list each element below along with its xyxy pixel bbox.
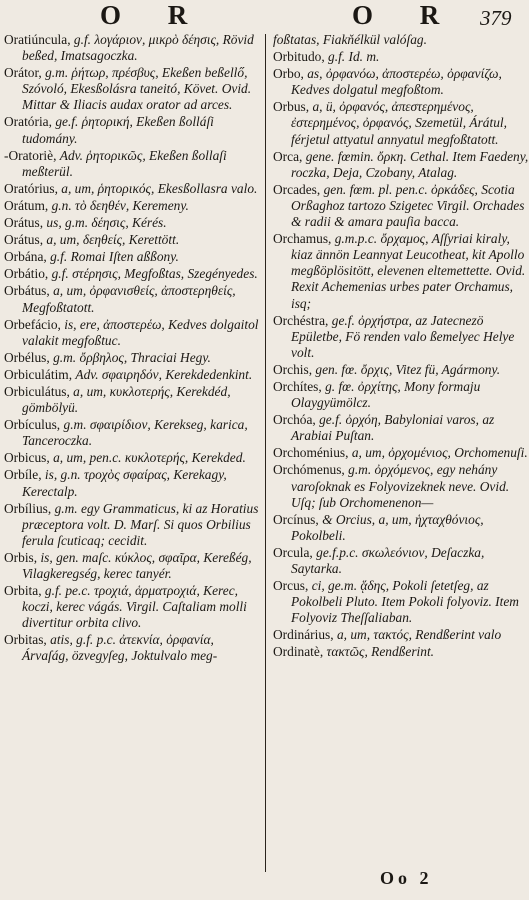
entry-headword: Orátus, <box>4 215 47 231</box>
entry-definition: Adv. ῥητορικῶς, Ekeßen ßollaſi meßterül. <box>22 147 227 179</box>
running-header <box>0 2 529 30</box>
entry-definition: gene. fœmin. ὄρκη. Cethal. Item Faedeny, roczka, Deja, Czobany, Atalag. <box>291 148 529 180</box>
entry-definition: a, um, δεηθείς, Kerettött. <box>46 232 180 248</box>
page-number: 379 <box>480 6 512 30</box>
signature-mark: Oo 2 <box>380 868 433 888</box>
entry-headword: Orbiculátus, <box>4 383 74 399</box>
entry-definition: a, ü, ὀρφανός, ἀπεστερημένος, ἐστερημένος, ὀρφανός, Szemetül, Árátul, férjetul attyatul annyatul megfoßtatott. <box>291 99 507 147</box>
entry-headword: Orcades, <box>273 181 324 197</box>
entry-definition: g.m. σφαιρίδιον, Kerekseg, karica, Tanceroczka. <box>22 417 248 449</box>
entry-headword: Orchítes, <box>273 378 326 394</box>
dictionary-entry <box>2 215 260 231</box>
entry-definition: a, um, ὀρφανισθείς, ἀποστερηθείς, Megfoßtatott. <box>22 283 236 315</box>
entry-headword: Orchómenus, <box>273 462 349 478</box>
dictionary-entry <box>2 114 260 146</box>
dictionary-entry <box>2 65 260 113</box>
entry-headword: Oratórius, <box>4 180 62 196</box>
entry-headword: Oratiúncula, <box>4 32 74 47</box>
entry-headword: Orátus, <box>4 232 47 248</box>
dictionary-entry <box>271 445 529 461</box>
entry-headword: Orátum, <box>4 197 52 213</box>
dictionary-entry <box>271 644 529 660</box>
dictionary-entry <box>271 462 529 510</box>
entry-headword: Orbíle, <box>4 467 45 483</box>
entry-definition: a, um, τακτός, Rendßerint valo <box>336 627 502 643</box>
entry-definition: g.f. pe.c. τροχιά, ἁρματροχιά, Kerec, koczi, kerec vágás. Virgil. Caſtaliam molli divertitur orbita clivo. <box>22 583 247 631</box>
dictionary-entry <box>2 317 260 349</box>
entry-definition: Adv. σφαιρηδόν, Kerekdedenkint. <box>75 366 253 382</box>
dictionary-entry <box>2 550 260 582</box>
entry-headword: Orbátus, <box>4 283 54 299</box>
entry-definition: g.n. τὸ δεηθέν, Keremeny. <box>51 197 189 213</box>
entry-definition: ci, ge.m. ᾅδης, Pokoli ſetetſeg, az Pokolbeli Pluto. Item Pokoli folyoviz. Item Folyoviz Theſſaliaban. <box>291 578 519 626</box>
entry-definition: g.m. ὀρχόμενος, egy nehány varoſoknak es Folyovizeknek neve. Ovid. Uſq; ſub Orchomenenon— <box>291 462 510 510</box>
entry-headword: Orbiculátim, <box>4 366 76 382</box>
entry-headword: Orbefácio, <box>4 316 65 332</box>
entry-definition: τακτῶς, Rendßerint. <box>326 644 435 660</box>
dictionary-entry <box>271 182 529 230</box>
entry-headword: Orbita, <box>4 583 45 599</box>
dictionary-entry <box>2 32 260 64</box>
entry-headword: Orbículus, <box>4 417 64 433</box>
dictionary-entry <box>2 632 260 664</box>
entry-headword: Orbitudo, <box>273 49 329 65</box>
entry-headword: Orcula, <box>273 544 317 560</box>
entry-definition: is, g.n. τροχὸς σφαίρας, Kerekagy, Kerectalp. <box>22 467 227 499</box>
dictionary-entry <box>2 350 260 366</box>
entry-definition: is, ere, ἀποστερέω, Kedves dolgaitol valakit megfoßtuc. <box>22 316 259 348</box>
dictionary-entry <box>2 181 260 197</box>
entry-definition: atis, g.f. p.c. ἀτεκνία, ὀρφανία, Árvaſág, özvegyſeg, Joktulvalo meg- <box>22 632 218 664</box>
entry-definition: g.m. ὄρβηλος, Thraciai Hegy. <box>53 349 211 365</box>
dictionary-entry <box>2 417 260 449</box>
right-column <box>271 32 529 662</box>
dictionary-entry <box>2 501 260 549</box>
dictionary-entry <box>2 232 260 248</box>
entry-definition: g.f. στέρησις, Megfoßtas, Szegényedes. <box>51 266 258 282</box>
column-divider <box>265 34 266 872</box>
entry-headword: Orchoménius, <box>273 445 352 461</box>
dictionary-entry <box>2 148 260 180</box>
dictionary-entry <box>271 545 529 577</box>
entry-headword: Orchamus, <box>273 231 335 247</box>
entry-definition: ge.f. ὀρχόη, Babyloniai varos, az Arabiai Puſtan. <box>291 412 495 444</box>
dictionary-entry <box>2 198 260 214</box>
entry-headword: Orbitas, <box>4 632 51 648</box>
dictionary-entry <box>271 512 529 544</box>
entry-definition: ge.f. ῥητορική, Ekeßen ßolláſi tudomány. <box>22 114 214 146</box>
dictionary-entry <box>2 384 260 416</box>
entry-definition: as, ὀρφανόω, ἀποστερέω, ὀρφανίζω, Kedves dolgatul megfoßtom. <box>291 66 502 98</box>
entry-definition: is, gen. maſc. κύκλος, σφαῖρα, Kereßég, Vilagkeregség, kerec tanyér. <box>22 549 252 581</box>
dictionary-entry <box>271 66 529 98</box>
header-left-letters: O R <box>100 0 208 30</box>
entry-definition: g.f. λογάριον, μικρὸ δέησις, Rövid beßed, Imatsagoczka. <box>22 32 254 64</box>
dictionary-entry <box>271 49 529 65</box>
dictionary-entry <box>2 367 260 383</box>
entry-headword: Orcínus, <box>273 511 323 527</box>
entry-headword: Orchis, <box>273 361 316 377</box>
entry-headword: Ordinárius, <box>273 627 337 643</box>
entry-definition: g. fœ. ὀρχίτης, Mony formaju Olaygyümölcz. <box>291 378 481 411</box>
entry-definition: ge.f.p.c. σκωλεόνιον, Deſaczka, Saytarka. <box>291 544 485 576</box>
entry-headword: Orbus, <box>273 99 313 115</box>
entry-headword: Ordinatè, <box>273 644 327 660</box>
entry-headword: Oratória, <box>4 114 56 130</box>
entry-headword: Orchéstra, <box>273 312 332 328</box>
dictionary-entry <box>271 99 529 147</box>
entry-headword: Orátor, <box>4 65 46 81</box>
entry-definition: g.m. egy Grammaticus, ki az Horatius præceptora volt. D. Marſ. Si quos Orbilius ferula ſcuticaq; cecidit. <box>22 500 259 548</box>
dictionary-entry <box>271 362 529 378</box>
entry-headword: Orcus, <box>273 578 312 594</box>
dictionary-entry <box>271 578 529 626</box>
entry-definition: gen. fœm. pl. pen.c. ὀρκάδες, Scotia Orßaghoz tartozo Szigetec Virgil. Orchades & radii & amara pauſia bacca. <box>291 181 525 230</box>
entry-definition: foßtatas, Fiakňélkül valóſag. <box>273 32 427 47</box>
entry-definition: gen. fœ. ὄρχις, Vitez fü, Agármony. <box>315 361 501 377</box>
entry-definition: g.f. Romai Iſten aßßony. <box>50 249 179 265</box>
dictionary-entry <box>2 266 260 282</box>
dictionary-entry <box>2 450 260 466</box>
left-column <box>2 32 260 666</box>
entry-definition: us, g.m. δέησις, Kérés. <box>46 215 167 231</box>
dictionary-entry <box>2 249 260 265</box>
entry-definition: a, um, κυκλοτερής, Kerekdéd, gömbölyü. <box>22 383 231 416</box>
entry-definition: a, um, ῥητορικός, Ekesßollasra valo. <box>61 180 258 196</box>
entry-headword: Orca, <box>273 148 306 164</box>
entry-definition: a, um, pen.c. κυκλοτερής, Kerekded. <box>53 450 246 466</box>
entry-definition: g.m. ῥήτωρ, πρέσβυς, Ekeßen beßellő, Szóvoló, Ekesßolásra taneitó, Követ. Ovid. Mittar & Iliacis audax orator ad arces. <box>22 65 252 113</box>
dictionary-entry <box>2 283 260 315</box>
entry-headword: Orbélus, <box>4 349 54 365</box>
entry-definition: & Orcius, a, um, ἡχταχθόνιος, Pokolbeli. <box>291 511 484 543</box>
dictionary-entry <box>271 149 529 181</box>
entry-headword: Orbílius, <box>4 500 55 516</box>
dictionary-entry <box>271 32 529 48</box>
entry-definition: a, um, ὀρχομένιος, Orchomenuſi. <box>351 445 528 461</box>
dictionary-entry <box>271 231 529 311</box>
dictionary-entry <box>2 467 260 499</box>
dictionary-entry <box>271 313 529 361</box>
dictionary-entry <box>2 583 260 631</box>
dictionary-entry <box>271 627 529 643</box>
entry-definition: g.m.p.c. ὄρχαμος, Aſſyriai kiraly, kiaz ännön Leannyat Leucotheat, kit Apollo megßöplösitött, elevenen eltemettette. Ovid. Rexit Achemenias urbes pater Orchamus, isq; <box>291 231 526 311</box>
entry-headword: Orbicus, <box>4 450 54 466</box>
entry-headword: Orbo, <box>273 66 308 82</box>
entry-definition: ge.f. ὀρχήστρα, az Jatecnezö Epületbe, Fö renden valo ßemelyec Helye volt. <box>291 312 515 360</box>
entry-headword: Orbátio, <box>4 266 52 282</box>
dictionary-entry <box>271 412 529 444</box>
entry-headword: Orchóa, <box>273 412 320 428</box>
entry-headword: Orbána, <box>4 249 51 265</box>
header-right-letters: O R <box>352 0 460 30</box>
entry-definition: g.f. Id. m. <box>328 49 380 65</box>
dictionary-entry <box>271 379 529 411</box>
entry-headword: -Oratoriè, <box>4 147 60 163</box>
entry-headword: Orbis, <box>4 549 41 565</box>
